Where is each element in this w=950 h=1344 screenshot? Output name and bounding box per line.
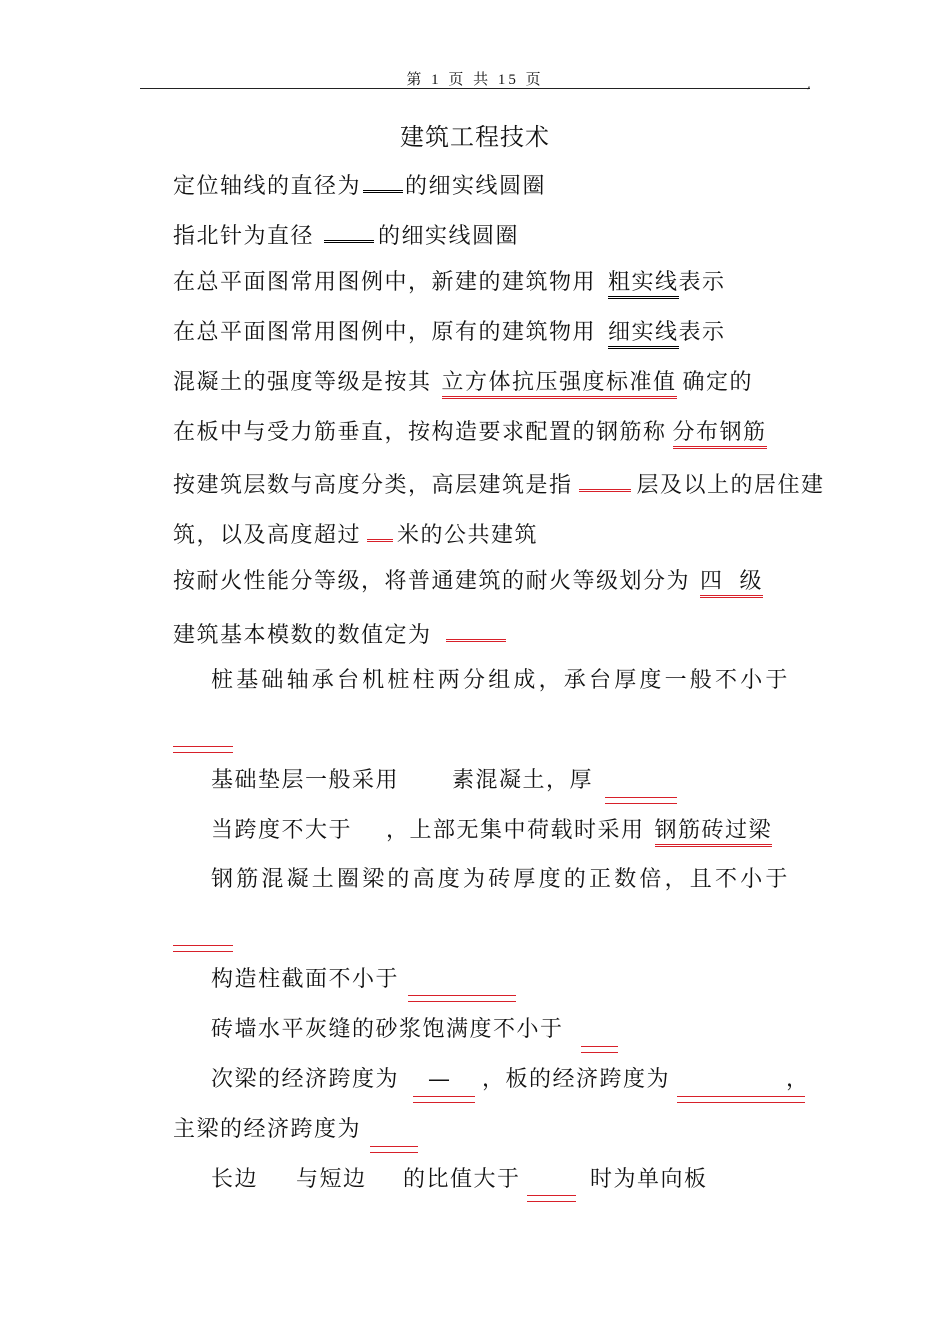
- answer-blank: [446, 617, 506, 642]
- question-line: [296, 1165, 367, 1195]
- question-text: 建筑基本模数的数值定为: [173, 623, 432, 648]
- question-line: [173, 517, 538, 551]
- question-line: [211, 1065, 399, 1095]
- question-text: 时为单向板: [590, 1167, 708, 1192]
- question-text: 指北针为直径: [173, 224, 315, 249]
- question-text: 主梁的经济跨度为: [173, 1117, 362, 1142]
- answer-text: 立方体抗压强度标准值: [442, 370, 677, 399]
- header-mark: ,: [807, 77, 811, 91]
- question-line: [211, 1165, 258, 1195]
- question-line: [173, 368, 753, 399]
- question-line: [211, 766, 399, 796]
- question-text: 基础垫层一般采用: [211, 768, 400, 793]
- question-text: 长边: [211, 1167, 259, 1192]
- question-line: [173, 617, 506, 651]
- answer-blank: [173, 945, 233, 952]
- answer-blank: [367, 517, 393, 542]
- question-line: [173, 418, 767, 449]
- answer-blank: [581, 1046, 618, 1053]
- answer-blank: [408, 995, 516, 1002]
- question-line: [590, 1165, 708, 1195]
- question-text: ，: [786, 1067, 810, 1092]
- question-text: 在总平面图常用图例中，新建的建筑物用: [173, 270, 597, 295]
- answer-blank: [527, 1195, 576, 1202]
- answer-text: 粗实线: [608, 270, 679, 299]
- question-text: 钢筋混凝土圈梁的高度为砖厚度的正数倍，且不小于: [211, 867, 791, 892]
- answer-blank: [579, 467, 631, 492]
- question-text: 的比值大于: [403, 1167, 521, 1192]
- question-text: 砖墙水平灰缝的砂浆饱满度不小于: [211, 1017, 564, 1042]
- question-text: 层及以上的居住建: [636, 473, 825, 498]
- answer-blank: [370, 1146, 418, 1153]
- question-text: 的细实线圆圈: [405, 174, 547, 199]
- answer-text: 四: [700, 569, 740, 598]
- answer-blank: [413, 1096, 475, 1103]
- question-line: [211, 965, 399, 995]
- header-rule: [140, 88, 810, 89]
- question-text: 表示: [678, 270, 726, 295]
- question-text: 在总平面图常用图例中，原有的建筑物用: [173, 320, 597, 345]
- answer-blank: [605, 797, 677, 804]
- question-text: 混凝土的强度等级是按其: [173, 370, 432, 395]
- question-line: [211, 816, 352, 846]
- question-line: [173, 1115, 361, 1145]
- question-text: 按建筑层数与高度分类，高层建筑是指: [173, 473, 573, 498]
- question-text: 表示: [678, 320, 726, 345]
- question-text: 当跨度不大于: [211, 818, 353, 843]
- question-text: 与短边: [296, 1167, 367, 1192]
- question-text: ，上部无集中荷载时采用: [386, 818, 645, 843]
- question-text: 在板中与受力筋垂直，按构造要求配置的钢筋称: [173, 420, 667, 445]
- question-line: [386, 816, 772, 847]
- question-line: [211, 1015, 564, 1045]
- question-text: 构造柱截面不小于: [211, 967, 400, 992]
- document-title: 建筑工程技术: [400, 123, 550, 151]
- question-line: [173, 218, 519, 252]
- question-text: —: [428, 1067, 452, 1092]
- answer-blank: [677, 1096, 805, 1103]
- question-line: [786, 1065, 810, 1095]
- question-line: [452, 766, 593, 796]
- question-line: [173, 467, 825, 501]
- question-line: [211, 666, 791, 696]
- question-text: 按耐火性能分等级，将普通建筑的耐火等级划分为: [173, 569, 691, 594]
- question-line: [403, 1165, 521, 1195]
- question-line: [211, 865, 791, 895]
- question-text: 素混凝土，厚: [452, 768, 594, 793]
- question-text: 次梁的经济跨度为: [211, 1067, 400, 1092]
- answer-text: 分布钢筋: [673, 420, 767, 449]
- question-line: [428, 1065, 452, 1095]
- answer-text: 级: [740, 569, 764, 598]
- question-line: [173, 318, 726, 349]
- answer-text: 钢筋砖过梁: [655, 818, 773, 847]
- answer-blank: [363, 168, 403, 193]
- question-text: 的细实线圆圈: [378, 224, 520, 249]
- question-line: [173, 567, 763, 598]
- question-line: [173, 168, 546, 202]
- question-text: 桩基础轴承台机桩柱两分组成，承台厚度一般不小于: [211, 668, 791, 693]
- question-text: 筑，以及高度超过: [173, 523, 362, 548]
- question-line: [173, 268, 726, 299]
- answer-blank: [173, 746, 233, 753]
- answer-text: 细实线: [608, 320, 679, 349]
- question-text: 确定的: [682, 370, 754, 395]
- question-text: 定位轴线的直径为: [173, 174, 362, 199]
- question-text: ，板的经济跨度为: [482, 1067, 671, 1092]
- page-header: 第 1 页 共 15 页: [406, 72, 544, 88]
- answer-blank: [324, 218, 374, 243]
- question-text: 米的公共建筑: [397, 523, 539, 548]
- question-line: [482, 1065, 670, 1095]
